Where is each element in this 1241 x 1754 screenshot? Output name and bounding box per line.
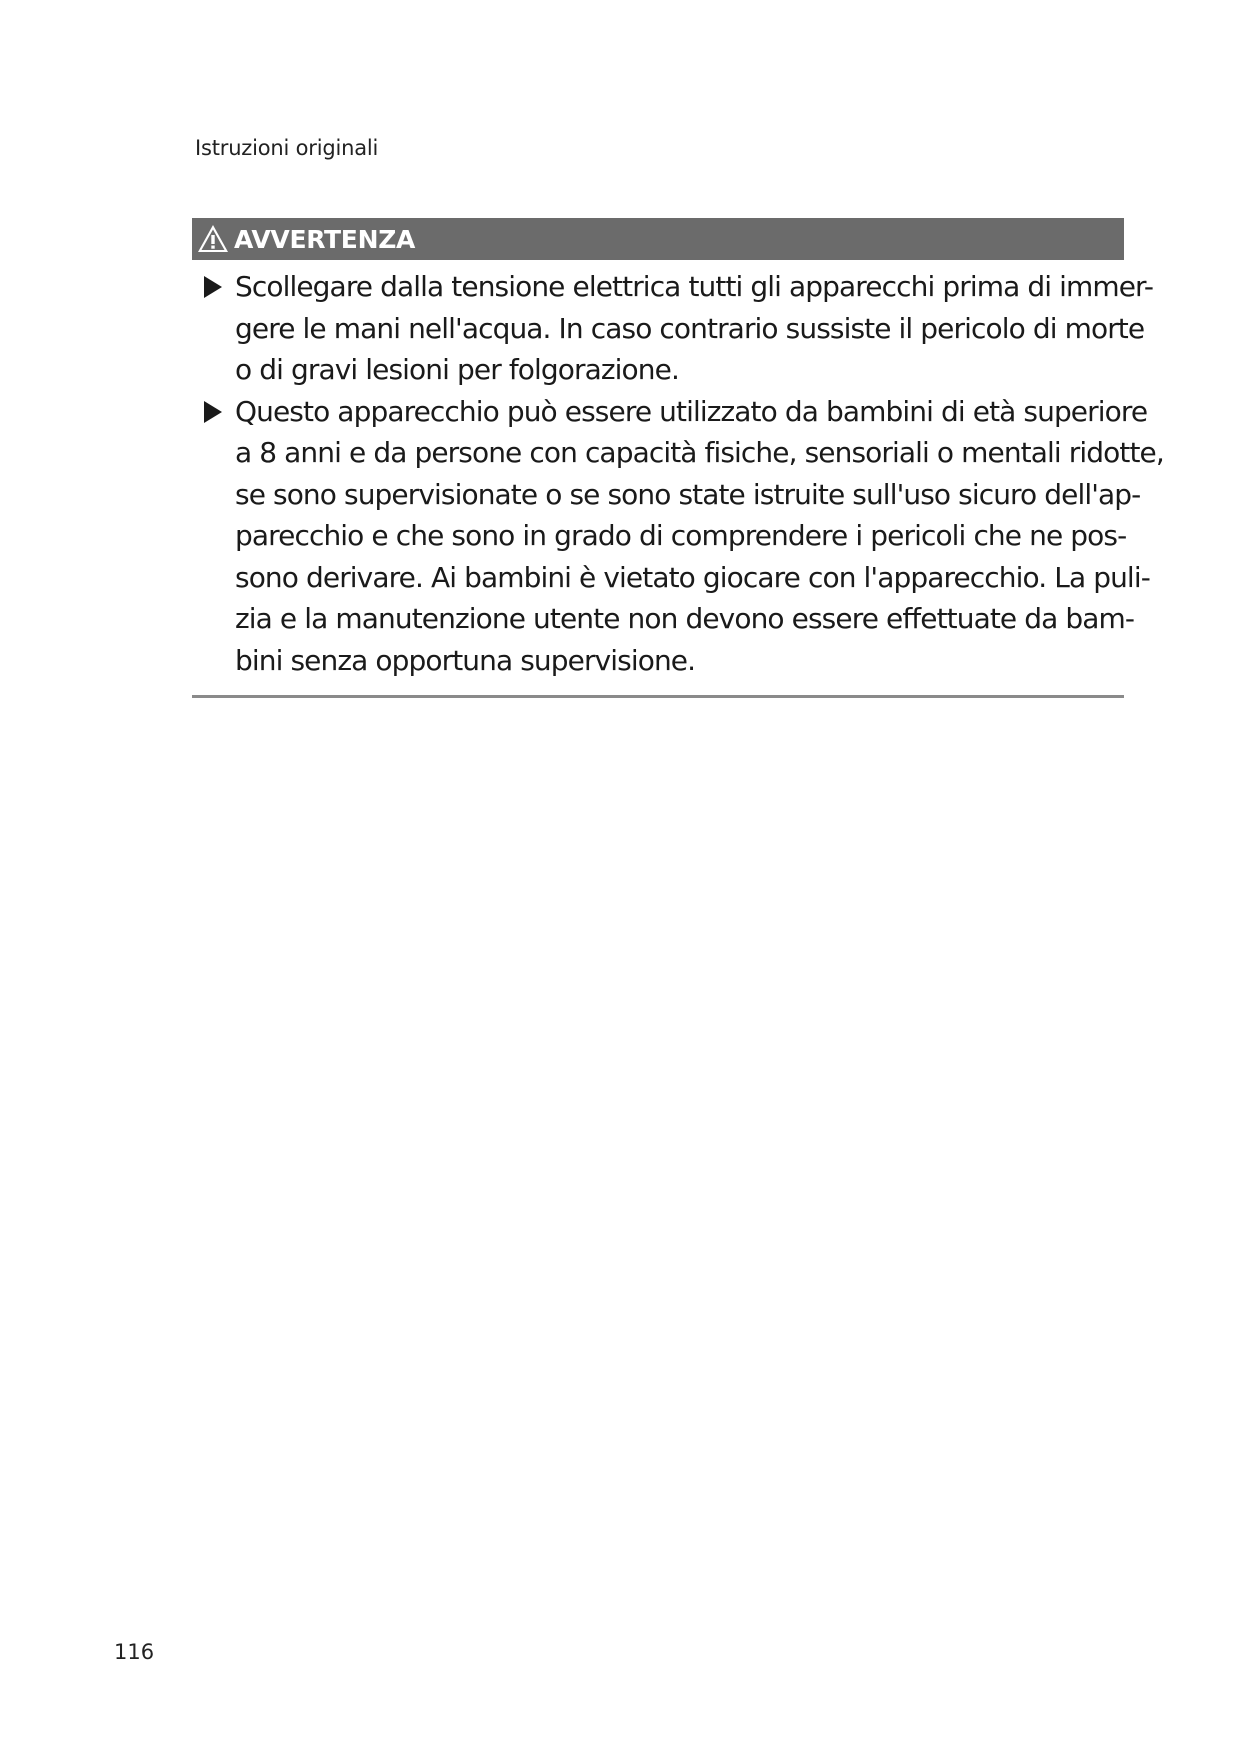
warning-list	[192, 266, 1164, 681]
text-line: parecchio e che sono in grado di comprendere i pericoli che ne pos-	[235, 519, 1127, 552]
triangle-bullet-icon	[204, 276, 222, 298]
text-line: o di gravi lesioni per folgorazione.	[235, 353, 679, 386]
running-header: Istruzioni originali	[195, 136, 379, 160]
text-line: gere le mani nell'acqua. In caso contrario sussiste il pericolo di morte	[235, 311, 1145, 345]
warning-title: AVVERTENZA	[234, 224, 416, 254]
warning-item	[192, 391, 1164, 682]
text-line: se sono supervisionate o se sono state istruite sull'uso sicuro dell'ap-	[235, 477, 1141, 511]
warning-item	[192, 266, 1154, 391]
text-line: zia e la manutenzione utente non devono essere effettuate da bam-	[235, 602, 1135, 635]
warning-header-bar	[192, 218, 1124, 260]
text-line: a 8 anni e da persone con capacità fisiche, sensoriali o mentali ridotte,	[235, 436, 1164, 469]
text-line: sono derivare. Ai bambini è vietato giocare con l'apparecchio. La puli-	[235, 560, 1150, 594]
warning-box	[192, 218, 1164, 698]
triangle-bullet-icon	[204, 401, 222, 423]
text-line: Questo apparecchio può essere utilizzato da bambini di età superiore	[235, 394, 1148, 428]
text-line: bini senza opportuna supervisione.	[235, 643, 696, 677]
warning-triangle-icon	[196, 222, 230, 256]
page-number: 116	[114, 1640, 155, 1664]
text-line: Scollegare dalla tensione elettrica tutti gli apparecchi prima di immer-	[235, 270, 1154, 303]
warning-bottom-rule	[192, 695, 1124, 698]
